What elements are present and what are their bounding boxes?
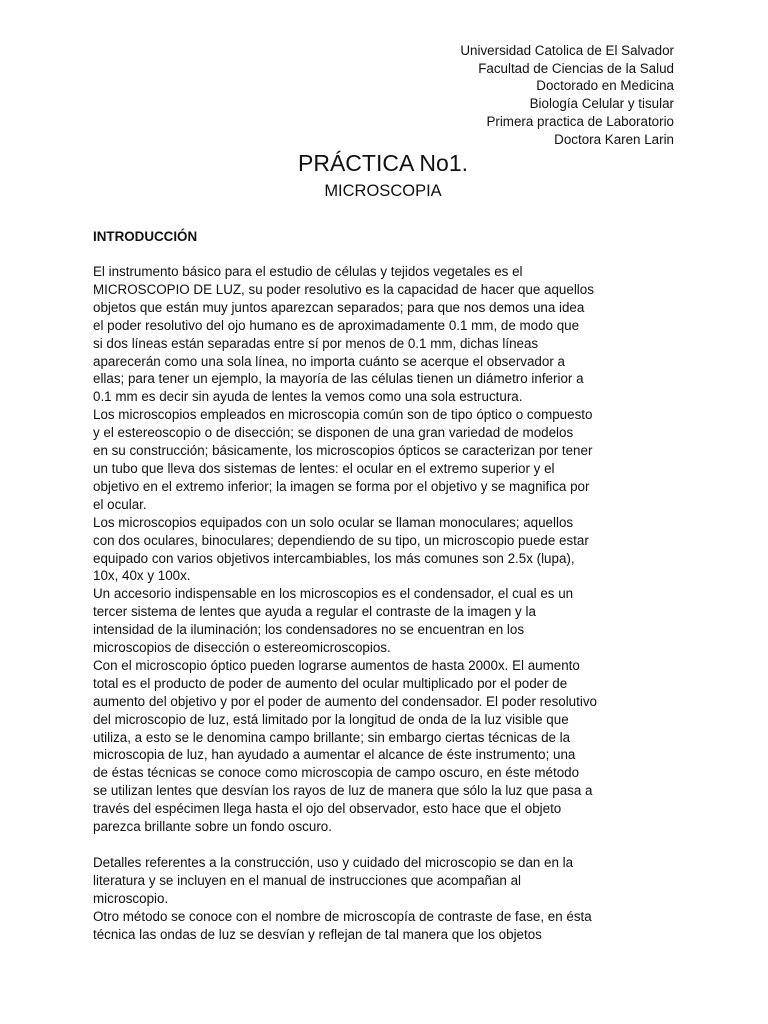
text-line: equipado con varios objetivos intercambiables, los más comunes son 2.5x (lupa), [93,550,575,566]
text-line: objetos que están muy juntos aparezcan separados; para que nos demos una idea [93,299,585,315]
text-line: total es el producto de poder de aumento del ocular multiplicado por el poder de [93,675,568,691]
text-line: del microscopio de luz, está limitado por la longitud de onda de la luz visible que [93,711,569,727]
text-line: través del espécimen llega hasta el ojo del observador, esto hace que el objeto [93,801,562,817]
text-line: si dos líneas están separadas entre sí por menos de 0.1 mm, dichas líneas [93,335,539,351]
text-line: literatura y se incluyen en el manual de instrucciones que acompañan al [93,872,522,888]
text-line: 0.1 mm es decir sin ayuda de lentes la vemos como una sola estructura. [93,389,523,405]
document-subtitle: MICROSCOPIA [324,182,442,200]
text-line: 10x, 40x y 100x. [93,568,191,584]
text-line: microscopia de luz, han ayudado a aumentar el alcance de éste instrumento; una [93,747,576,763]
text-line: de éstas técnicas se conoce como microscopia de campo oscuro, en éste método [93,765,580,781]
text-line: ellas; para tener un ejemplo, la mayoría de las células tienen un diámetro inferior a [93,371,584,387]
paragraph [93,585,633,657]
text-line: Los microscopios equipados con un solo ocular se llaman monoculares; aquellos [93,514,574,530]
paragraph [93,657,633,836]
text-line: objetivo en el extremo inferior; la imagen se forma por el objetivo y se magnifica por [93,478,590,494]
paragraph [93,854,633,908]
text-line: microscopios de disección o estereomicroscopios. [93,640,391,656]
text-line: El instrumento básico para el estudio de células y tejidos vegetales es el [93,264,523,279]
header-practice: Primera practica de Laboratorio [486,113,674,129]
header-instructor: Doctora Karen Larin [554,131,674,147]
paragraph [93,908,633,944]
text-line: aumento del objetivo y por el poder de aumento del condensador. El poder resolutivo [93,693,597,709]
header-course: Biología Celular y tisular [529,96,674,112]
text-line: intensidad de la iluminación; los condensadores no se encuentran en los [93,622,525,638]
text-line: aparecerán como una sola línea, no importa cuánto se acerque el observador a [93,353,565,369]
text-line: microscopio. [93,890,169,906]
text-line: un tubo que lleva dos sistemas de lentes: el ocular en el extremo superior y el [93,460,555,476]
text-line: se utilizan lentes que desvían los rayos de luz de manera que sólo la luz que pasa a [93,783,593,799]
text-line: Un accesorio indispensable en los microscopios es el condensador, el cual es un [93,586,574,602]
text-line: parezca brillante sobre un fondo oscuro. [93,819,332,835]
paragraph-spacer [93,836,633,854]
text-line: Los microscopios empleados en microscopia común son de tipo óptico o compuesto [93,407,593,423]
section-heading: INTRODUCCIÓN [93,229,198,244]
header-university: Universidad Catolica de El Salvador [460,43,674,58]
text-line: el poder resolutivo del ojo humano es de aproximadamente 0.1 mm, de modo que [93,317,580,333]
text-line: Otro método se conoce con el nombre de microscopía de contraste de fase, en ésta [93,908,592,924]
text-line: y el estereoscopio o de disección; se disponen de una gran variedad de modelos [93,425,574,441]
paragraph [93,263,633,406]
text-line: MICROSCOPIO DE LUZ, su poder resolutivo es la capacidad de hacer que aquellos [93,281,594,297]
paragraph [93,406,633,513]
text-line: el ocular. [93,496,147,512]
text-line: Con el microscopio óptico pueden lograrse aumentos de hasta 2000x. El aumento [93,657,580,673]
text-line: tercer sistema de lentes que ayuda a regular el contraste de la imagen y la [93,604,536,620]
section-body [93,263,633,943]
text-line: Detalles referentes a la construcción, uso y cuidado del microscopio se dan en la [93,854,574,870]
header-faculty: Facultad de Ciencias de la Salud [478,60,674,76]
paragraph [93,514,633,586]
document-title: PRÁCTICA No1. [298,150,468,176]
text-line: con dos oculares, binoculares; dependiendo de su tipo, un microscopio puede estar [93,532,589,548]
text-line: utiliza, a esto se le denomina campo brillante; sin embargo ciertas técnicas de la [93,729,571,745]
header-program: Doctorado en Medicina [536,78,674,94]
institution-header [460,42,674,148]
text-line: en su construcción; básicamente, los microscopios ópticos se caracterizan por tener [93,443,593,459]
text-line: técnica las ondas de luz se desvían y reflejan de tal manera que los objetos [93,926,542,942]
